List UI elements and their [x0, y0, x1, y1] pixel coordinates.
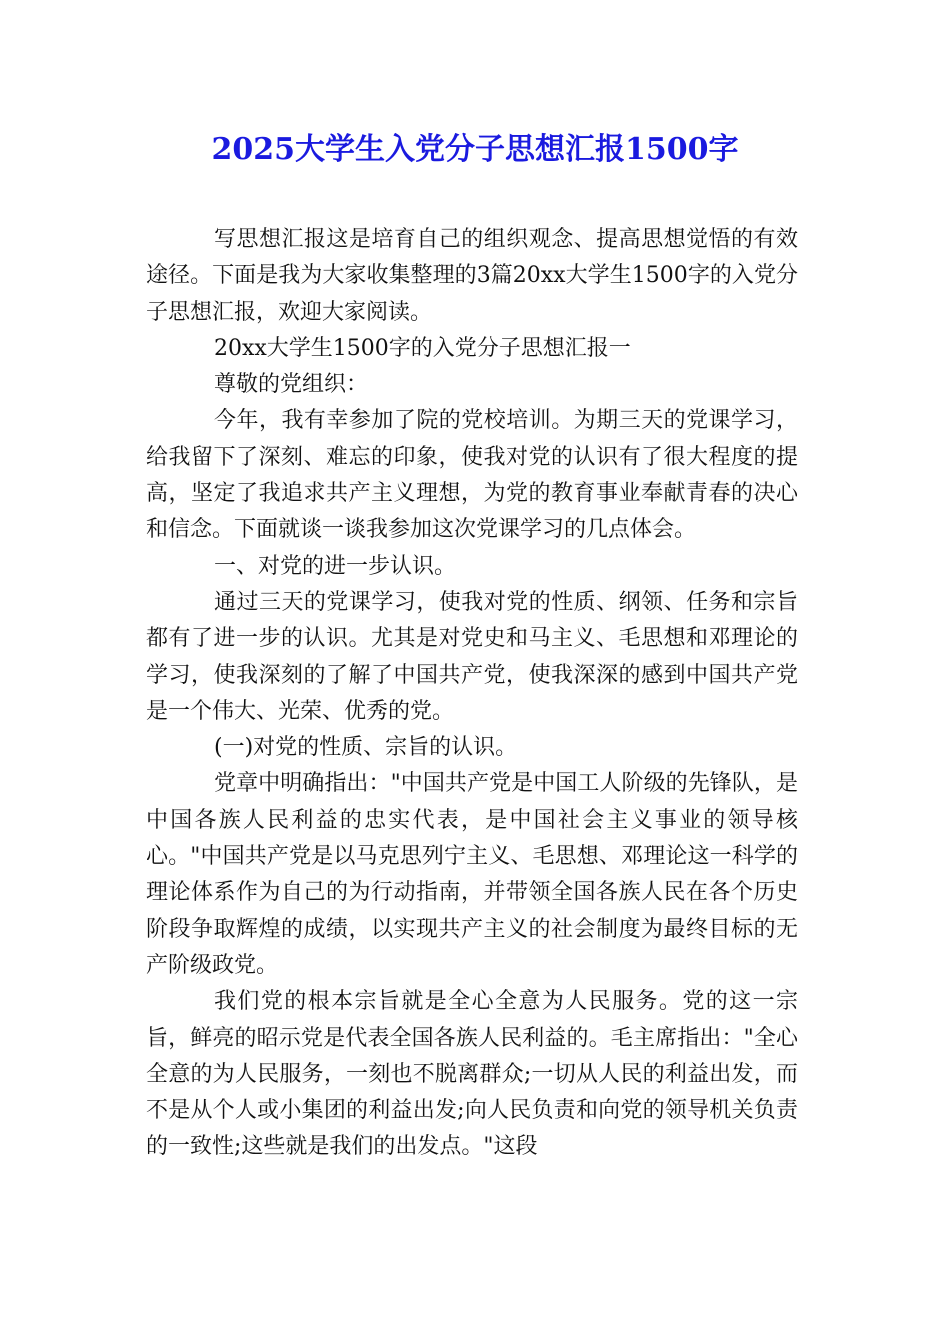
paragraph-salutation: 尊敬的党组织：: [214, 372, 369, 398]
paragraph-opening: 今年，我有幸参加了院的党校培训。为期三天的党课学习，给我留下了深刻、难忘的印象，使我对党的认识有了很大程度的提高，坚定了我追求共产主义理想，为党的教育事业奉献青春的决心和信念。下面就谈一谈我参加这次党课学习的几点体会。: [146, 408, 798, 543]
document-title: 2025大学生入党分子思想汇报1500字: [211, 132, 739, 167]
document-body: [146, 222, 798, 1166]
paragraph-subheading: 20xx大学生1500字的入党分子思想汇报一: [214, 335, 631, 361]
paragraph-party-constitution: 党章中明确指出："中国共产党是中国工人阶级的先锋队，是中国各族人民利益的忠实代表，是中国社会主义事业的领导核心。"中国共产党是以马克思列宁主义、毛思想、邓理论这一科学的理论体系作为自己的为行动指南，并带领全国各族人民在各个历史阶段争取辉煌的成绩，以实现共产主义的社会制度为最终目标的无产阶级政党。: [146, 771, 798, 978]
paragraph-section-one-body: 通过三天的党课学习，使我对党的性质、纲领、任务和宗旨都有了进一步的认识。尤其是对党史和马主义、毛思想和邓理论的学习，使我深刻的了解了中国共产党，使我深深的感到中国共产党是一个伟大、光荣、优秀的党。: [146, 589, 798, 724]
paragraph-intro: 写思想汇报这是培育自己的组织观念、提高思想觉悟的有效途径。下面是我为大家收集整理的3篇20xx大学生1500字的入党分子思想汇报，欢迎大家阅读。: [146, 227, 798, 325]
paragraph-section-one: 一、对党的进一步认识。: [214, 553, 457, 579]
paragraph-party-purpose: 我们党的根本宗旨就是全心全意为人民服务。党的这一宗旨，鲜亮的昭示党是代表全国各族人民利益的。毛主席指出："全心全意的为人民服务，一刻也不脱离群众;一切从人民的利益出发，而不是从个人或小集团的利益出发;向人民负责和向党的领导机关负责的一致性;这些就是我们的出发点。"这段: [146, 989, 798, 1160]
paragraph-subsection-one: (一)对党的性质、宗旨的认识。: [214, 735, 518, 761]
